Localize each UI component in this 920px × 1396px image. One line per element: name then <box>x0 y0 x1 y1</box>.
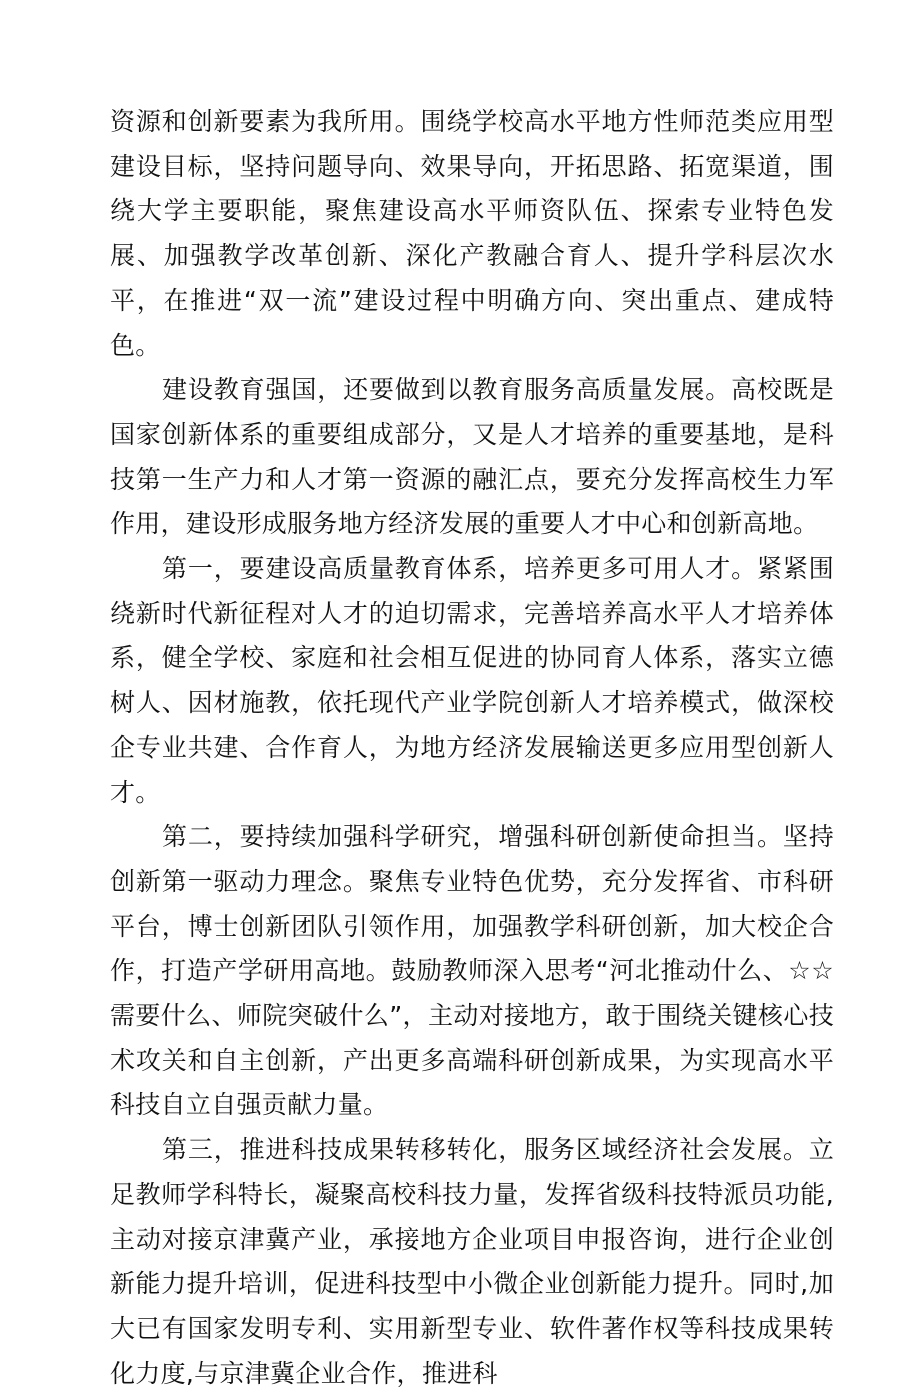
paragraph-5: 第三，推进科技成果转移转化，服务区域经济社会发展。立足教师学科特长，凝聚高校科技力量，发挥省级科技特派员功能,主动对接京津冀产业，承接地方企业项目申报咨询，进行企业创新能力提升培训，促进科技型中小微企业创新能力提升。同时,加大已有国家发明专利、实用新型专业、软件著作权等科技成果转化力度,与京津冀企业合作，推进科 <box>110 1135 834 1388</box>
paragraph-2: 建设教育强国，还要做到以教育服务高质量发展。高校既是国家创新体系的重要组成部分，又是人才培养的重要基地，是科技第一生产力和人才第一资源的融汇点，要充分发挥高校生力军作用，建设形成服务地方经济发展的重要人才中心和创新高地。 <box>110 375 834 539</box>
paragraph-4: 第二，要持续加强科学研究，增强科研创新使命担当。坚持创新第一驱动力理念。聚焦专业特色优势，充分发挥省、市科研平台，博士创新团队引领作用，加强教学科研创新，加大校企合作，打造产学研用高地。鼓励教师深入思考“河北推动什么、☆☆需要什么、师院突破什么”，主动对接地方，敢于围绕关键核心技术攻关和自主创新，产出更多高端科研创新成果，为实现高水平科技自立自强贡献力量。 <box>110 822 834 1120</box>
paragraph-1: 资源和创新要素为我所用。围绕学校高水平地方性师范类应用型建设目标，坚持问题导向、效果导向，开拓思路、拓宽渠道，围绕大学主要职能，聚焦建设高水平师资队伍、探索专业特色发展、加强教学改革创新、深化产教融合育人、提升学科层次水平，在推进“双一流”建设过程中明确方向、突出重点、建成特色。 <box>110 107 834 360</box>
body-text <box>110 100 834 1396</box>
paragraph-3: 第一，要建设高质量教育体系，培养更多可用人才。紧紧围绕新时代新征程对人才的迫切需求，完善培养高水平人才培养体系，健全学校、家庭和社会相互促进的协同育人体系，落实立德树人、因材施教，依托现代产业学院创新人才培养模式，做深校企专业共建、合作育人，为地方经济发展输送更多应用型创新人才。 <box>110 554 834 807</box>
